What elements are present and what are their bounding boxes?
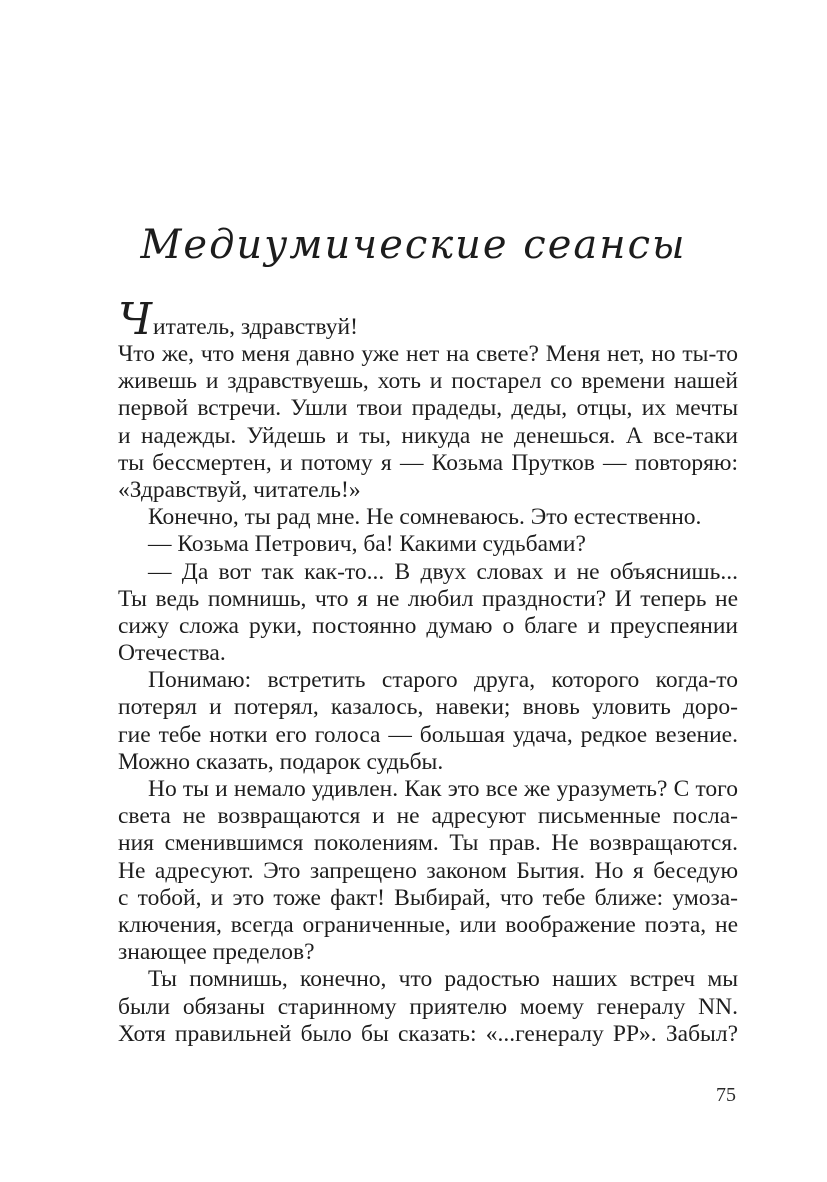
text-line: первой встречи. Ушли твои прадеды, деды, отцы, их мечты — [118, 395, 738, 422]
text-line: сижу сложа руки, постоянно думаю о благе и преуспеянии — [118, 612, 738, 639]
text-line: Что же, что меня давно уже нет на свете? Меня нет, но ты-то — [118, 341, 738, 367]
text-line: потерял и потерял, казалось, навеки; вновь уловить доро- — [118, 694, 738, 721]
text-line: света не возвращаются и не адресуют письменные посла- — [118, 803, 738, 830]
text-line: Можно сказать, подарок судьбы. — [118, 748, 444, 775]
opening-text: итатель, здравствуй! — [153, 314, 358, 340]
text-line: ния сменившимся поколениям. Ты прав. Не возвращаются. — [118, 830, 738, 857]
text-line-opening — [118, 294, 738, 345]
text-line: гие тебе нотки его голоса — большая удача, редкое везение. — [118, 721, 738, 748]
text-line: ты бессмертен, и потому я — Козьма Прутков — повторяю: — [118, 449, 738, 476]
text-line: Не адресуют. Это запрещено законом Бытия. Но я беседую — [118, 857, 738, 884]
body-text — [118, 294, 738, 1048]
drop-cap: Ч — [118, 294, 153, 345]
chapter-title: Медиумические сеансы — [140, 222, 687, 268]
page-number: 75 — [716, 1084, 736, 1106]
text-line: с тобой, и это тоже факт! Выбирай, что тебе ближе: умоза- — [118, 884, 738, 911]
text-line: «Здравствуй, читатель!» — [118, 476, 361, 503]
text-line: Отечества. — [118, 640, 226, 667]
text-line: Понимаю: встретить старого друга, которого когда-то — [148, 667, 738, 694]
text-line: Конечно, ты рад мне. Не сомневаюсь. Это естественно. — [148, 504, 702, 531]
text-line: знающее пределов? — [118, 939, 315, 966]
text-line: Но ты и немало удивлен. Как это все же уразуметь? С того — [148, 776, 738, 802]
text-line: были обязаны старинному приятелю моему генералу NN. — [118, 993, 738, 1020]
text-line: Хотя правильней было бы сказать: «...генералу PP». Забыл? — [118, 1020, 738, 1047]
text-line: Ты помнишь, конечно, что радостью наших встреч мы — [148, 966, 738, 993]
text-line: ключения, всегда ограниченные, или воображение поэта, не — [118, 911, 738, 938]
text-line: Ты ведь помнишь, что я не любил праздности? И теперь не — [118, 585, 738, 612]
text-line: и надежды. Уйдешь и ты, никуда не денешься. А все-таки — [118, 422, 738, 449]
text-line: живешь и здравствуешь, хоть и постарел со времени нашей — [118, 368, 738, 395]
dialogue-line: — Козьма Петрович, ба! Какими судьбами? — [148, 531, 586, 558]
dialogue-line: — Да вот так как-то... В двух словах и не объяснишь... — [148, 558, 738, 585]
